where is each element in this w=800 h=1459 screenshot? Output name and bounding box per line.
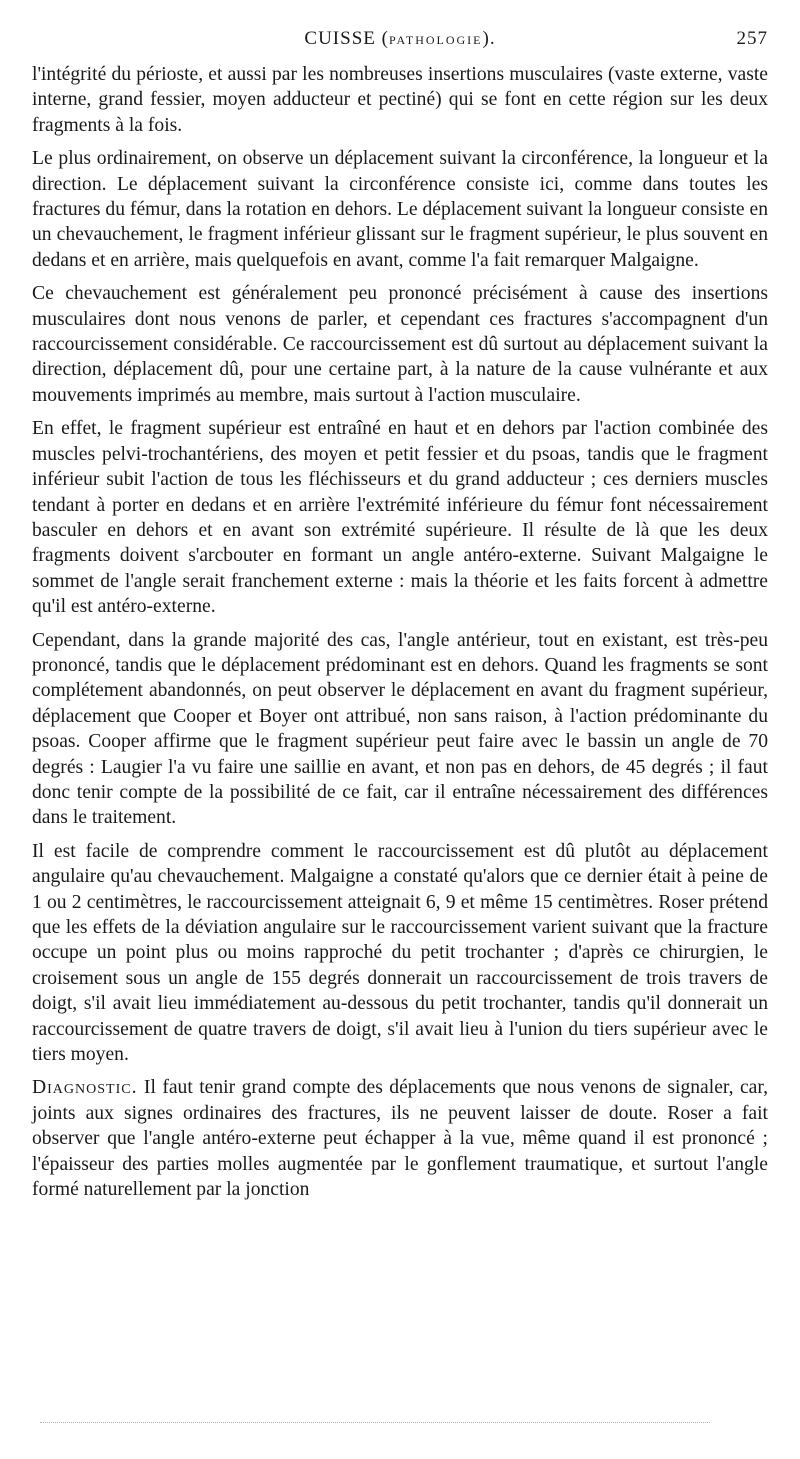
body-text — [32, 62, 768, 1202]
diagnostic-text: Il faut tenir grand compte des déplacements que nous venons de signaler, car, joints aux signes ordinaires des fractures, ils ne peuvent laisser de doute. Roser a fait observer que l'angle antéro-externe peut échapper à la vue, même quand il est prononcé ; l'épaisseur des parties molles augmentée par le gonflement traumatique, et surtout l'angle formé naturellement par la jonction — [32, 1077, 768, 1201]
paragraph-3: Ce chevauchement est généralement peu prononcé précisément à cause des insertions musculaires dont nous venons de parler, et cependant ces fractures s'accompagnent d'un raccourcissement considérable. Ce raccourcissement est dû surtout au déplacement suivant la direction, déplacement dû, pour une certaine part, à la nature de la cause vulnérante et aux mouvements imprimés au membre, mais surtout à l'action musculaire. — [32, 283, 768, 406]
paragraph-1: l'intégrité du périoste, et aussi par les nombreuses insertions musculaires (vaste externe, vaste interne, grand fessier, moyen adducteur et pectiné) qui se font en cette région sur les deux fragments à la fois. — [32, 64, 768, 136]
paragraph-5: Cependant, dans la grande majorité des cas, l'angle antérieur, tout en existant, est très-peu prononcé, tandis que le déplacement prédominant est en dehors. Quand les fragments se sont complétement abandonnés, on peut observer le déplacement en avant du fragment supérieur, déplacement que Cooper et Boyer ont attribué, non sans raison, à l'action prédominante du psoas. Cooper affirme que le fragment supérieur peut faire avec le bassin un angle de 70 degrés : Laugier l'a vu faire une saillie en avant, et non pas en dehors, de 45 degrés ; il faut donc tenir compte de la possibilité de ce fait, car il entraîne nécessairement des différences dans le traitement. — [32, 629, 768, 829]
running-title — [32, 28, 768, 50]
paragraph-2: Le plus ordinairement, on observe un déplacement suivant la circonférence, la longueur et la direction. Le déplacement suivant la circonférence consiste ici, comme dans toutes les fractures du fémur, dans la rotation en dehors. Le déplacement suivant la longueur consiste en un chevauchement, le fragment inférieur glissant sur le fragment supérieur, le plus souvent en dedans et en arrière, mais quelquefois en avant, comme l'a fait remarquer Malgaigne. — [32, 148, 768, 271]
paragraph-6: Il est facile de comprendre comment le raccourcissement est dû plutôt au déplacement angulaire qu'au chevauchement. Malgaigne a constaté qu'alors que ce dernier était à peine de 1 ou 2 centimètres, le raccourcissement atteignait 6, 9 et même 15 centimètres. Roser prétend que les effets de la déviation angulaire sur le raccourcissement varient suivant que la fracture occupe un point plus ou moins rapproché du petit trochanter ; d'après ce chirurgien, le croisement sous un angle de 155 degrés donnerait un raccourcissement de trois travers de doigt, s'il avait lieu immédiatement au-dessous du petit trochanter, tandis qu'il donnerait un raccourcissement de quatre travers de doigt, s'il avait lieu à l'union du tiers supérieur avec le tiers moyen. — [32, 840, 768, 1066]
page-bottom-speckle — [40, 1418, 710, 1423]
running-title-smallcaps: PATHOLOGIE — [388, 33, 483, 47]
paragraph-4: En effet, le fragment supérieur est entraîné en haut et en dehors par l'action combinée des muscles pelvi-trochantériens, des moyen et petit fessier et du psoas, tandis que le fragment inférieur subit l'action de tous les fléchisseurs et du grand adducteur ; ces derniers muscles tendant à porter en dedans et en arrière l'extrémité inférieure du fémur font nécessairement basculer en dehors et en avant son extrémité supérieure. Il résulte de là que les deux fragments doivent s'arcbouter en formant un angle antéro-externe. Suivant Malgaigne le sommet de l'angle serait franchement externe : mais la théorie et les faits forcent à admettre qu'il est antéro-externe. — [32, 418, 768, 618]
diagnostic-heading: Diagnostic. — [32, 1077, 138, 1099]
book-page — [32, 28, 768, 1210]
running-title-end: ). — [482, 28, 496, 49]
page-number: 257 — [736, 28, 768, 49]
running-head — [32, 28, 768, 58]
running-title-main: CUISSE ( — [304, 28, 389, 49]
paragraph-diagnostic — [32, 1075, 768, 1202]
